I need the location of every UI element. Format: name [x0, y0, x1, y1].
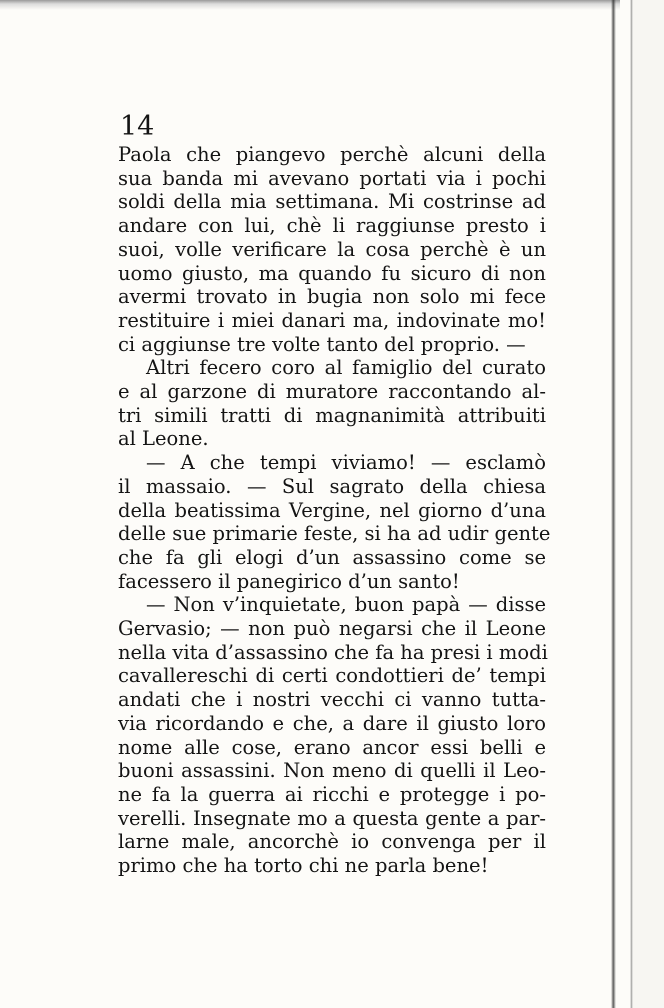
text-line: al Leone. — [118, 427, 209, 451]
text-line: nome alle cose, erano ancor essi belli e — [118, 735, 546, 759]
text-line: avermi trovato in bugia non solo mi fece — [118, 285, 546, 309]
text-line: andati che i nostri vecchi ci vanno tutta- — [118, 688, 546, 712]
text-line: sua banda mi avevano portati via i pochi — [118, 166, 546, 190]
text-line: andare con lui, chè li raggiunse presto i — [118, 214, 546, 238]
text-line: Altri fecero coro al famiglio del curato — [146, 356, 546, 380]
page-body-text — [118, 143, 551, 878]
adjacent-page-margin — [633, 0, 664, 1008]
text-line: che fa gli elogi d’un assassino come se — [118, 545, 546, 569]
text-line: Paola che piangevo perchè alcuni della — [118, 143, 546, 166]
text-line: uomo giusto, ma quando fu sicuro di non — [118, 261, 546, 285]
text-line: ci aggiunse tre volte tanto del proprio. — — [118, 332, 526, 356]
text-line: buoni assassini. Non meno di quelli il Leo- — [118, 759, 546, 783]
text-line: cavallereschi di certi condottieri de’ tempi — [118, 664, 546, 688]
text-line: delle sue primarie feste, si ha ad udir gente — [118, 522, 551, 546]
text-line: via ricordando e che, a dare il giusto loro — [118, 711, 546, 735]
book-spine-shadow — [611, 0, 616, 1008]
text-line: e al garzone di muratore raccontando al- — [118, 380, 546, 404]
text-line: ne fa la guerra ai ricchi e protegge i po- — [118, 782, 546, 806]
text-line: — Non v’inquietate, buon papà — disse — [146, 593, 546, 617]
text-line: della beatissima Vergine, nel giorno d’una — [118, 498, 546, 522]
text-line: facessero il panegirico d’un santo! — [118, 569, 460, 593]
text-line: soldi della mia settimana. Mi costrinse ad — [118, 190, 546, 214]
page-number: 14 — [120, 111, 155, 142]
text-line: il massaio. — Sul sagrato della chiesa — [118, 474, 546, 498]
text-line: primo che ha torto chi ne parla bene! — [118, 854, 489, 878]
text-line: — A che tempi viviamo! — esclamò — [146, 451, 546, 475]
text-line: suoi, volle verificare la cosa perchè è un — [118, 237, 546, 261]
text-line: restituire i miei danari ma, indovinate mo! — [118, 308, 546, 332]
text-line: verelli. Insegnate mo a questa gente a par- — [118, 806, 546, 830]
text-line: nella vita d’assassino che fa ha presi i modi — [118, 640, 548, 664]
text-line: tri simili tratti di magnanimità attribuiti — [118, 403, 546, 427]
text-line: larne male, ancorchè io convenga per il — [118, 830, 546, 854]
text-line: Gervasio; — non può negarsi che il Leone — [118, 617, 546, 641]
page-top-edge — [0, 0, 620, 10]
